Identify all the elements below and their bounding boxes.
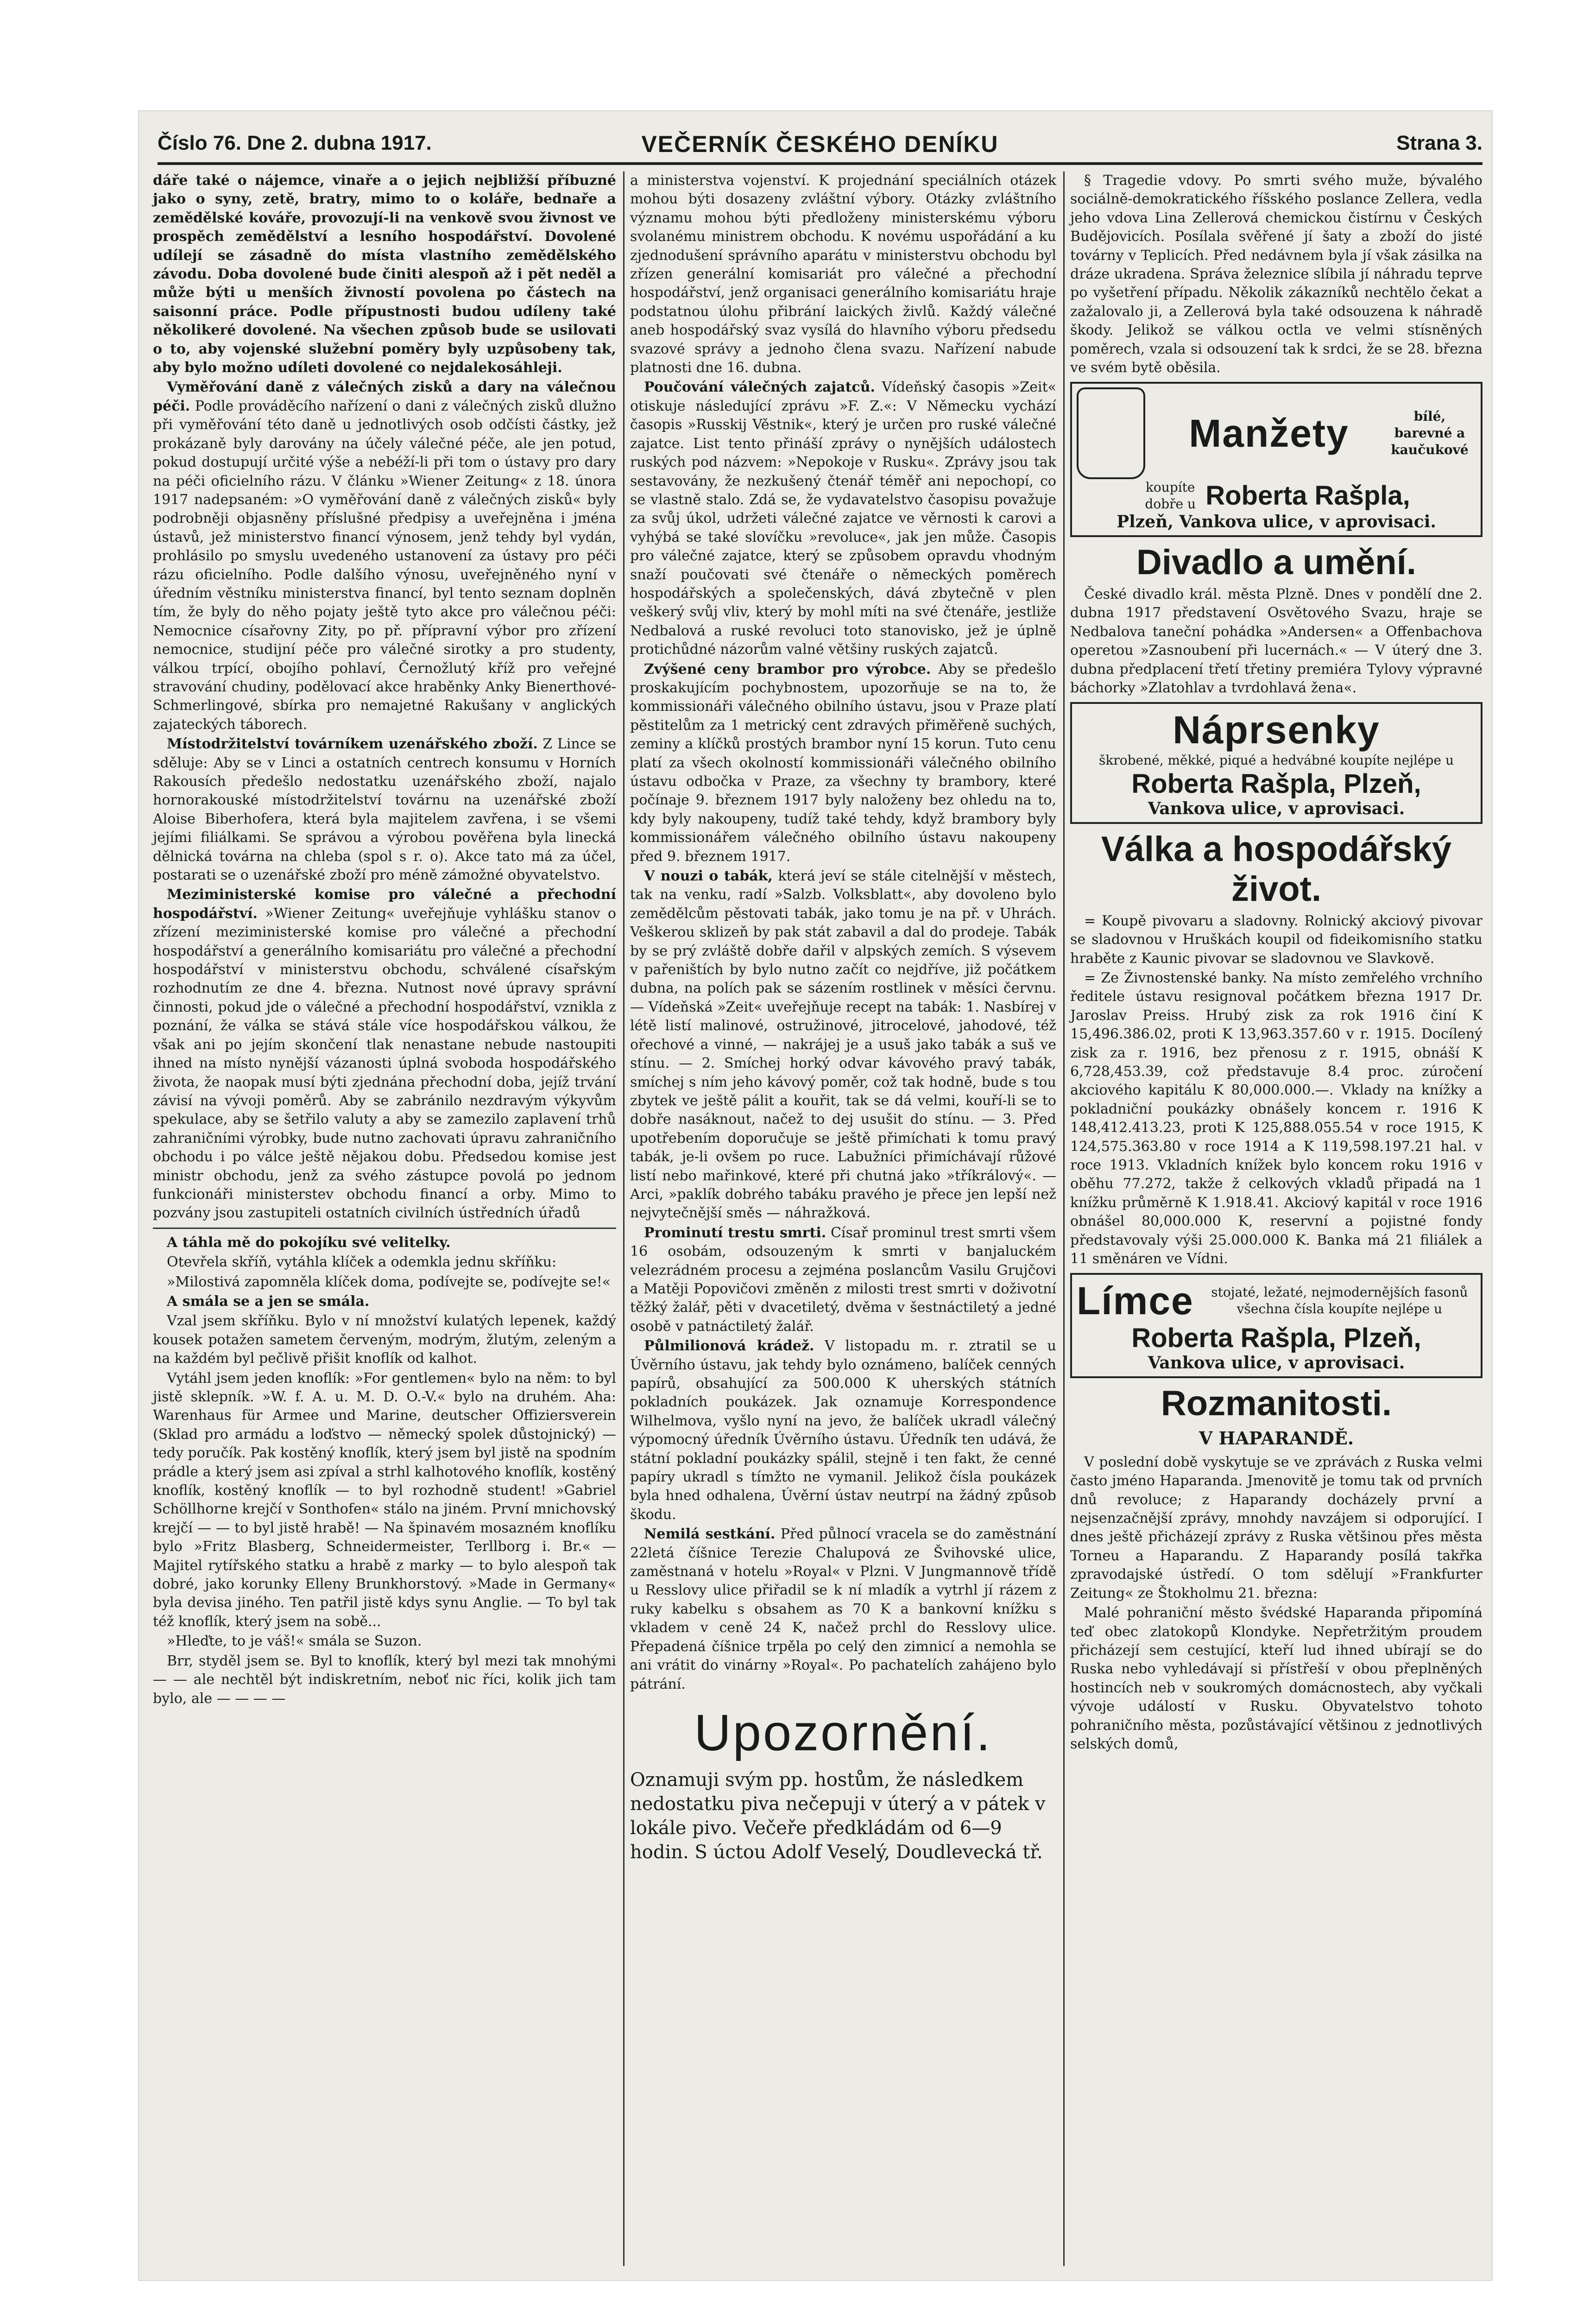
issue-date: Číslo 76. Dne 2. dubna 1917. bbox=[158, 132, 432, 154]
article-7-heading: Zvýšené ceny brambor pro výrobce. bbox=[644, 661, 931, 677]
article-4-heading: Meziministerské komise pro válečné a přechodní hospodářství. bbox=[153, 886, 616, 922]
article-11-heading: Nemilá sestkání. bbox=[644, 1526, 776, 1543]
story-paragraph: Otevřela skříň, vytáhla klíček a odemkla jednu skříňku: bbox=[167, 1254, 557, 1271]
ad-limce-address: Vankova ulice, v aprovisaci. bbox=[1148, 1353, 1405, 1373]
article-4-text: »Wiener Zeitung« uveřejňuje vyhlášku stanov o zřízení meziministerské komise pro válečné a přechodní hospodářství a generálního komisariátu pro válečné a přechodní hospodářství v ministerstvu obchodu, schválené císařským rozhodnutím ze dne 4. března. Nutnost nové úpravy správní činnosti, pokud jde o válečné a přechodní hospodářství, vznikla z poznání, že válka se stává stále více hospodářskou válkou, že však ani po jejím skončení tlak nenastane nebude nastoupiti ihned na místo nynější vázanosti úplná svoboda hospodářského života, že naopak musí býti zjednána přechodní doba, jejíž trvání závisí na vývoji poměrů. Aby se zabránilo nezdravým výkyvům spekulace, aby se šetřilo valuty a aby se zamezilo zaplavení trhů zahraničními výrobky, bude nutno zachovati úpravu zahraničního obchodu i po válce ještě nějakou dobu. Předsedou komise jest ministr obchodu, jenž za svého zástupce povolá po jednom funkcionáři ministerstev obchodu financí a orby. Mimo to pozvány jsou zastupiteli ostatních civilních ústředních úřadů bbox=[153, 905, 616, 1222]
ad-manzety bbox=[1070, 382, 1482, 537]
article-10-heading: Půlmilionová krádež. bbox=[644, 1338, 814, 1355]
section-rozmanitosti-heading: Rozmanitosti. bbox=[1161, 1383, 1392, 1423]
story-paragraph: Vytáhl jsem jeden knoflík: »For gentlemen« bylo na něm: to byl jistě sklepník. »W. f. A. u. M. D. O.-V.« bylo na druhém. Aha: Warenhaus für Armee und Marine, deutscher Offiziersverein (Sklad pro armádu a loďstvo — německý spolek důstojnický) — tedy poručík. Pak kostěný knoflík, který jsem byl jistě na spodním prádle a který jsem asi zpíval a strhl kalhotového knoflík, kostěný knoflík, kostěný knoflík — to byl rozhodně student! »Gabriel Schöllhorne krejčí v Sonthofen« stálo na jiném. První mnichovský krejčí — — to byl jistě hrabě! — Na špinavém mosazném knoflíku bylo »Fritz Blasberg, Schneidermeister, Terllborg i. Br.« — Majitel rytířského statku a hrabě z marky — to bylo alespoň tak dobré, jako korunky Elleny Brunkhorstový. »Made in Germany« byla devisa jiného. Ten patřil jistě kdys synu Anglie. — To byl tak též knoflík, který jsem na sobě... bbox=[153, 1370, 616, 1630]
ad-manzety-word: Manžety bbox=[1189, 411, 1349, 456]
ad-limce-line: stojaté, ležaté, nejmodernějších fasonů všechna čísla koupíte nejlépe u bbox=[1211, 1285, 1468, 1317]
column-3 bbox=[1070, 171, 1482, 1754]
ad-naprsenky bbox=[1070, 702, 1482, 823]
ad-manzety-shop: Roberta Rašpla, bbox=[1205, 481, 1410, 511]
article-9-heading: Prominutí trestu smrti. bbox=[644, 1224, 826, 1241]
ad-naprsenky-word: Náprsenky bbox=[1173, 708, 1380, 752]
newspaper-page bbox=[139, 111, 1492, 2280]
story-paragraph: A smála se a jen se smála. bbox=[167, 1293, 370, 1310]
column-rule-1 bbox=[623, 171, 625, 2266]
section-valka-text-2: = Ze Živnostenské banky. Na místo zemřelého vrchního ředitele ústavu resignoval počátkem března 1917 Dr. Jaroslav Preiss. Hrubý zisk za rok 1916 činí K 15,496.386.02, proti K 13,963.357.60 v r. 1915. Docílený zisk za r. 1916, bez přenosu z r. 1915, obnáší K 6,728,453.39, což představuje 8.4 proc. zúročení akciového kapitálu K 80,000.000.—. Vklady na knížky a pokladniční poukázky obnášely koncem r. 1916 K 148,412.413.23, proti K 125,888.055.54 v roce 1915, K 124,575.363.80 v roce 1914 a K 119,598.197.21 hal. v roce 1913. Vkladních knížek bylo koncem roku 1916 v oběhu 77.272, takže ž celkových vkladů připadá na 1 knížku průměrně K 1.918.41. Akciový kapitál v roce 1916 obnášel 80,000.000 K, reservní a pojistné fondy představovaly výši 25.000.000 K. Banka má 21 filiálek a 11 směnáren ve Vídni. bbox=[1070, 969, 1482, 1267]
separator bbox=[153, 1228, 616, 1229]
article-1-text: dáře také o nájemce, vinaře a o jejich nejbližší příbuzné jako o syny, zetě, bratry, mimo to o koláře, bednaře a zemědělské kováře, provozují-li na venkově svou živnost ve prospěch zemědělství a lesního hospodářství. Dovolené udílejí se zásadně do místa vlastního zemědělského závodu. Doba dovolené bude činiti alespoň až i pět neděl a může býti u menších živností povolena po částech na saisonní práce. Podle přípustnosti budou udíleny také několikeré dovolené. Na všechen způsob bude se usilovati o to, aby vojenské služební poměry byly uzpůsobeny tak, aby bylo možno udíleti dovolené co nejdalekosáhleji. bbox=[153, 172, 616, 376]
story-title: A táhla mě do pokojíku své velitelky. bbox=[167, 1234, 451, 1251]
article-11-text: Před půlnocí vracela se do zaměstnání 22letá číšnice Terezie Chalupová ze Švihovské ulice, zaměstnaná v hotelu »Royal« v Plzni. V Jungmannově třídě u Resslovy ulice přiřadil se k ní mladík a vytrhl jí rázem z ruky kabelku s obsahem as 70 K a bankovní knížku s vkladem v ceně 24 K, načež prchl do Resslovy ulice. Přepadená číšnice trpěla po celý den zimnicí a nemohla se ani vrátit do vinárny »Royal«. Po pachatelích zahájeno bylo pátrání. bbox=[630, 1526, 1056, 1692]
ad-manzety-right: bílé, barevné a kaučukové bbox=[1391, 409, 1469, 458]
ad-limce-shop: Roberta Rašpla, Plzeň, bbox=[1131, 1323, 1421, 1354]
ad-manzety-buy: koupíte dobře u bbox=[1145, 480, 1196, 512]
newspaper-title: VEČERNÍK ČESKÉHO DENÍKU bbox=[641, 131, 999, 157]
column-rule-2 bbox=[1063, 171, 1065, 2266]
article-6-heading: Poučování válečných zajatců. bbox=[644, 379, 875, 396]
article-7-text: Aby se předešlo proskakujícím pochybnostem, upozorňuje se na to, že kommissionáři válečného obilního ústavu, jsou v Praze platí pěstitelům za 1 metrický cent zdravých přiměřeně suchých, zeminy a klíčků prostých brambor nyní 15 korun. Tuto cenu platí za všech okolností kommissionáři válečného obilního ústavu odbočka v Praze, za všechny ty brambory, které počínaje 9. březnem 1917 byly naloženy bez ohledu na to, kdy byly nakoupeny, tudíž také tehdy, když brambory byly kommissionářem válečného obilního ústavu nakoupeny před 9. březnem 1917. bbox=[630, 661, 1056, 865]
story-paragraph: »Milostivá zapomněla klíček doma, podívejte se, podívejte se!« bbox=[167, 1273, 611, 1290]
column-2 bbox=[630, 171, 1056, 1864]
article-3-text: Z Lince se sděluje: Aby se v Linci a ostatních centrech konsumu v Horních Rakousích předešlo nedostatku uzenářského zboží, najalo hornorakouské místodržitelství továrnu na uzenářské zboží Aloise Biberhofera, která byla majitelem zavřena, i se všemi jejími filiálkami. Se správou a výrobou pověřena byla linecká dělnická továrna na chleba (spol s r. o). Akce tato má za účel, postarati se o uzenářské zboží pro méně zámožné obyvatelstvo. bbox=[153, 736, 616, 884]
article-8-text: která jeví se stále citelnější v městech, tak na venku, radí »Salzb. Volksblatt«, aby dovoleno bylo zemědělcům pěstovati tabák, jako tomu je na př. v Uhrách. Veškerou sklizeň by pak stát zabavil a dal do prodeje. Tabák by se prý zvláště dobře dařil v alpských zemích. S výsevem v pařeništích by bylo nutno začít co nejdříve, již počátkem dubna, na polích pak se sázením rostlinek v měsíci červnu. — Vídeňská »Zeit« uveřejňuje recept na tabák: 1. Nasbírej v létě listí malinové, ostružinové, jitrocelové, jahodové, též ořechové a vinné, — nakrájej je a usuš jako tabák a suš ve stínu. — 2. Smíchej horký odvar kávového pravý tabák, smíchej s ním jeho kávový poměr, což tak hodně, bude s tou zbytek ve ještě pálit a kouřit, tak se dá velmi, kouří-li se to dobře nasáknout, načež to dej usušit do stínu. — 3. Před upotřebením doporučuje se ještě přimíchati k tomu pravý tabák, je-li ovšem po ruce. Labužníci přimíchávají růžové listí nebo mařinkové, které při chutná jako »tříkrálový«. — Arci, »paklík dobrého tabáku pravého je přece jen lepší než nejvytečnější směs — náhražková. bbox=[630, 868, 1056, 1222]
article-3-heading: Místodržitelství továrníkem uzenářského zboží. bbox=[167, 736, 538, 753]
ad-manzety-address: Plzeň, Vankova ulice, v aprovisaci. bbox=[1117, 512, 1436, 532]
story-paragraph: Vzal jsem skříňku. Bylo v ní množství kulatých lepenek, každý kousek potažen sametem červeným, modrým, žlutým, zeleným a na každém byl pečlivě přišit knoflík od kalhot. bbox=[153, 1313, 616, 1367]
article-10-text: V listopadu m. r. ztratil se u Úvěrního ústavu, jak tehdy bylo oznámeno, balíček cenných papírů, obsahující za 500.000 K uherských státních pokladních poukázek. Jak oznamuje Korrespondence Wilhelmova, vyšlo nyní na jevo, že balíček ukradl válečný výpomocný úředník Úvěrního ústavu. Úředník ten udává, že státní pokladní poukázky spálil, stejně i ten fakt, že cenné papíry ukradl s tímžto ne vymanil. Jelikož čísla poukázek byla hned odhalena, Úvěrní ústav neutrpí na žádný způsob škodu. bbox=[630, 1338, 1056, 1523]
notice-text: Oznamuji svým pp. hostům, že následkem nedostatku piva nečepuji v úterý a v pátek v lokále pivo. Večeře předkládám od 6—9 hodin. S úctou Adolf Veselý, Doudlevecká tř. bbox=[630, 1769, 1046, 1863]
ad-naprsenky-line: škrobené, měkké, piqué a hedvábné koupíte nejlépe u bbox=[1099, 753, 1454, 768]
article-12-text: § Tragedie vdovy. Po smrti svého muže, bývalého sociálně-demokratického říšského poslance Zellera, vedla jeho vdova Lina Zellerová chemickou čistírnu v Českých Budějovicích. Posílala svěřené jí šaty a zboží do jisté továrny v Teplicích. Před nedávnem byla jí však zásilka na dráze ukradena. Správa železnice slíbila jí náhradu teprve po vyšetření případu. Několik zákazníků nechtělo čekat a zažalovalo ji, a Zellerová byla také odsouzena k náhradě škody. Jelikož se válkou octla ve velmi stísněných poměrech, vzala si odsouzení tak k srdci, že se 28. března ve svém bytě oběsila. bbox=[1070, 172, 1482, 376]
ad-naprsenky-shop: Roberta Rašpla, Plzeň, bbox=[1131, 769, 1421, 799]
article-9-text: Císař prominul trest smrti všem 16 osobám, odsouzeným k smrti v banjaluckém velezrádném procesu a zejména poslancům Vasilu Grujčovi a Matěji Popovičovi změněn z milosti trest smrti v doživotní těžký žalář, pěti v dvacetiletý, dvěma v šestnáctiletý a jedné osobě v patnáctiletý žalář. bbox=[630, 1224, 1056, 1335]
article-8-heading: V nouzi o tabák, bbox=[644, 868, 773, 885]
section-divadlo-heading: Divadlo a umění. bbox=[1136, 542, 1416, 582]
masthead bbox=[158, 120, 1482, 165]
story-paragraph: »Hleďte, to je váš!« smála se Suzon. bbox=[167, 1633, 422, 1650]
ad-limce-word: Límce bbox=[1077, 1279, 1194, 1323]
ad-naprsenky-address: Vankova ulice, v aprovisaci. bbox=[1148, 799, 1405, 819]
article-5-text: a ministerstva vojenství. K projednání speciálních otázek mohou býti dosazeny zvláštní výbory. Otázky zvláštního významu mohou býti předloženy ministerskému výboru svolanému ministrem obchodu. K novému uspořádání a ku zjednodušení správního aparátu v ministerstvu obchodu byl zřízen generální komisariát pro válečné a přechodní hospodářství, jenž organisaci generálního komisariátu hraje podstatnou úlohu přibrání laických živlů. Každý válečné aneb hospodářský svaz vysílá do hlavního výboru předsedu svazové správy a jednoho člena svazu. Nařízení nabude platnosti dne 16. dubna. bbox=[630, 172, 1056, 376]
collar-illustration-icon bbox=[1077, 387, 1145, 479]
ad-limce bbox=[1070, 1273, 1482, 1378]
article-2-text: Podle prováděcího nařízení o dani z válečných zisků dlužno při vyměřování této daně u jednotlivých osob odčísti částky, jež prokázaně byly darovány na účely válečné péče, ale jen potud, pokud dostupují určité výše a nebéží-li při tom o ústavy pro dary na péči oficielního rázu. V článku »Wiener Zeitung« z 18. února 1917 nadepsaném: »O vyměřování daně z válečných zisků« byly podrobněji objasněny příslušné předpisy a uveřejněna i jména ústavů, jež ministerstvo financí výnosem, jenž tehdy byl vydán, prohlásilo po smyslu uvedeného ustanovení za ústavy pro péči rázu oficielního. Podle dalšího výnosu, uveřejněného nyní v úředním věstníku ministerstva financí, byl tento seznam doplněn tím, že byly do něho pojaty ještě tyto akce pro válečnou péči: Nemocnice císařovny Zity, po př. přípravní výbor pro zřízení nemocnice, studijní péče pro válečné sirotky a pro studenty, válkou trpící, obojího pohlaví, Černožlutý kříž pro veřejné stravování chudiny, podělovací akce hraběnky Anky Bienerthové-Schmerlingové, sbírka pro nemajetné Rakušany v anglických zajateckých táborech. bbox=[153, 398, 616, 733]
page-number: Strana 3. bbox=[1396, 132, 1482, 154]
notice-heading: Upozornění. bbox=[694, 1704, 992, 1761]
section-rozmanitosti-text-1: V poslední době vyskytuje se ve zprávách z Ruska velmi často jméno Haparanda. Jmenovitě je tomu tak od prvních dnů revoluce; z Haparandy docházely první a nejsenzačnější zprávy, mnohdy navzájem si odporující. I dnes ještě přicházejí zprávy z Ruska většinou přes města Torneu a Haparandu. Z Haparandy posílá takřka zpravodajské ústředí. O tom sdělují »Frankfurter Zeitung« ze Štokholmu 21. března: bbox=[1070, 1454, 1482, 1602]
story-paragraph: Brr, styděl jsem se. Byl to knoflík, který byl mezi tak mnohými — — ale nechtěl být indiskretním, neboť nic říci, kolik jich tam bylo, ale — — — — bbox=[153, 1652, 616, 1707]
section-rozmanitosti-text-2: Malé pohraniční město švédské Haparanda připomíná teď obec zlatokopů Klondyke. Nepřetržitým proudem přicházejí sem cestující, kteří lud ihned ubírají se do Ruska nebo vyhledávají si přístřeší v obou přeplněných hostincích neb v soukromých domácnostech, aby vyčkali vývoje událostí v Rusku. Obyvatelstvo tohoto pohraničního města, pozůstávající většinou z jednotlivých selských domů, bbox=[1070, 1605, 1482, 1752]
section-valka-text-1: = Koupě pivovaru a sladovny. Rolnický akciový pivovar se sladovnou v Hruškách koupil od fideikomisního statku hraběte z Kaunic pivovar se sladovnou ve Slavkově. bbox=[1070, 912, 1482, 967]
section-divadlo-text: České divadlo král. města Plzně. Dnes v pondělí dne 2. dubna 1917 představení Osvětového Svazu, hraje se Nedbalova taneční pohádka »Andersen« a Offenbachova operetou »Zasnoubení při lucernách.« — V úterý dne 3. dubna předplacení třetí třetiny premiéra Tylovy výpravné báchorky »Zlatohlav a tvrdohlavá žena«. bbox=[1070, 586, 1482, 696]
section-rozmanitosti-subheading: V HAPARANDĚ. bbox=[1199, 1427, 1354, 1449]
article-2-heading: Vyměřování daně z válečných zisků a dary na válečnou péči. bbox=[153, 379, 616, 414]
section-valka-heading: Válka a hospodářský život. bbox=[1101, 829, 1452, 909]
article-6-text: Vídeňský časopis »Zeit« otiskuje následující zprávu »F. Z.«: V Německu vychází časopis »Russkij Věstnik«, který je určen pro ruské válečné zajatce. List tento přináší zprávy o nynějších událostech ruských pod názvem: »Nepokoje v Rusku«. Zprávy jsou tak sestavovány, že nezkušený čtenář téměř ani nepochopí, co se vlastně stalo. Zdá se, že vydavatelstvo časopisu považuje za svůj úkol, udržeti válečné zajatce ve věrnosti k carovi a vyhýbá se také slovíčku »revoluce«, jak jen může. Časopis pro válečné zajatce, který se způsobem opravdu vhodným snaží poučovati své čtenáře o německých poměrech hospodářských a společenských, dává zbytečně v plen veškerý svůj vliv, který by mohl míti na své čtenáře, jestliže Nedbalová a ruské revoluci toto stanovisko, jež je úplně protichůdné názorům valné většiny ruských zajatců. bbox=[630, 379, 1056, 658]
column-1 bbox=[153, 171, 616, 1709]
